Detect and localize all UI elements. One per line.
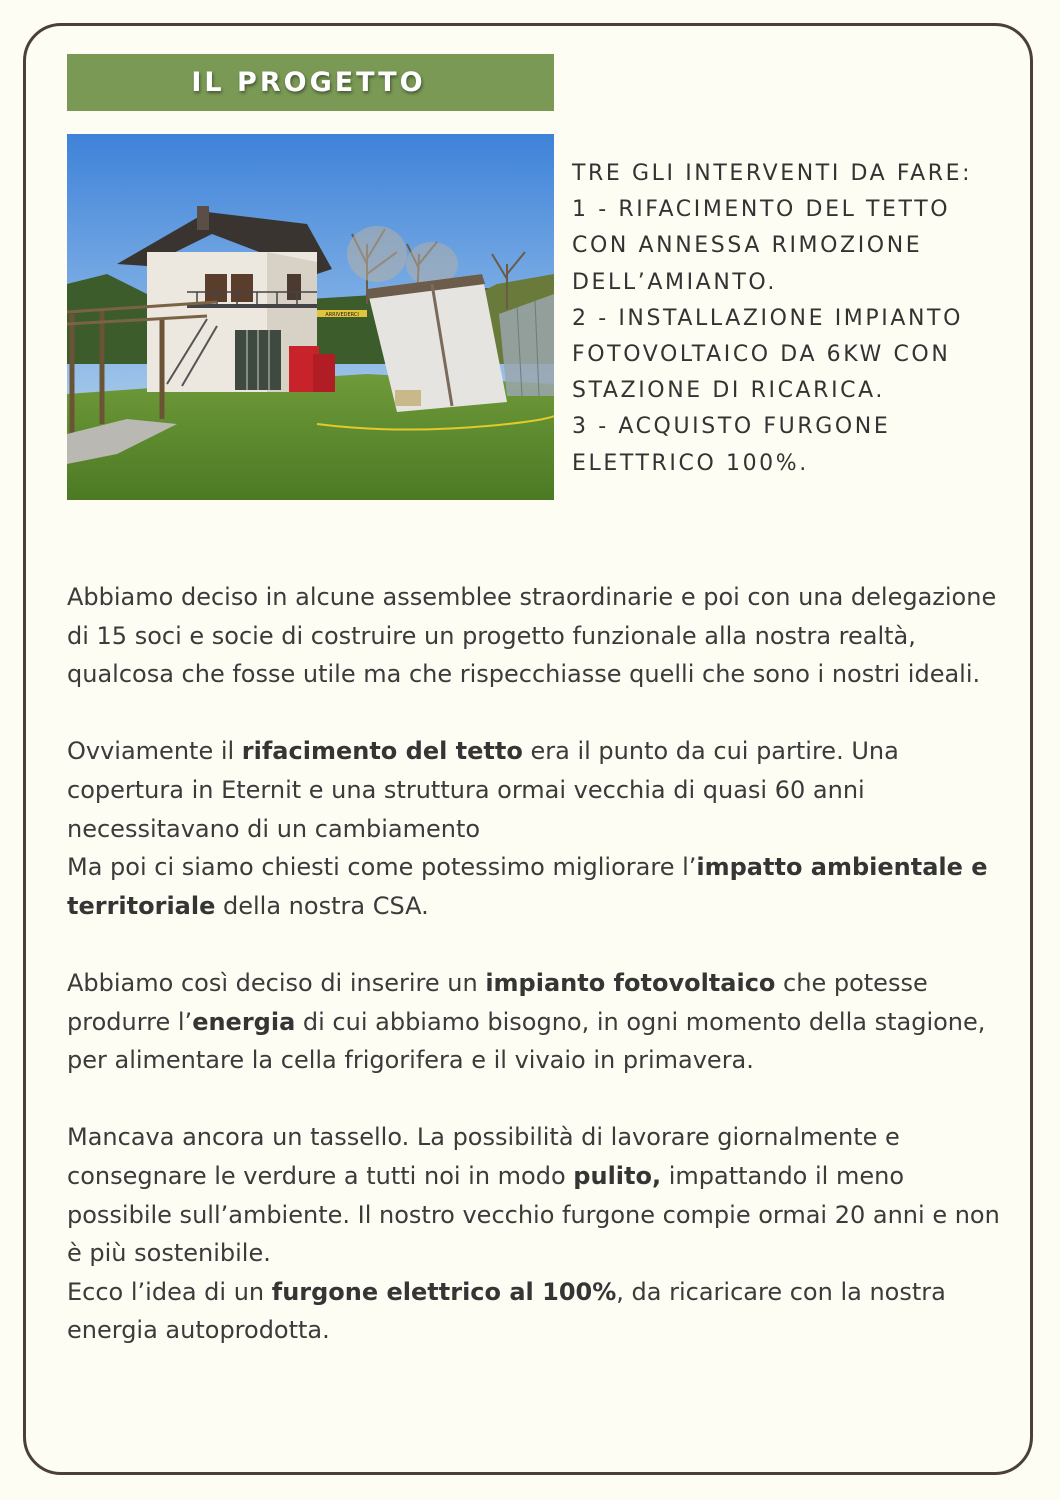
paragraph-text: Ma poi ci siamo chiesti come potessimo migliorare l’: [67, 853, 697, 882]
highlight-impact: impatto ambientale e territoriale: [67, 853, 988, 920]
paragraph-text: di cui abbiamo bisogno, in ogni momento della stagione, per alimentare la cella frigorifera e il vivaio in primavera.: [67, 1007, 986, 1075]
paragraph-text: impattando il meno possibile sull’ambiente. Il nostro vecchio furgone compie ormai 20 anni e non è più sostenibile.: [67, 1161, 1000, 1268]
interventions-line: FOTOVOLTAICO DA 6KW CON: [572, 342, 951, 368]
paragraph-solar: [67, 964, 1007, 1080]
paragraph-roof: [67, 732, 1007, 925]
interventions-line: STAZIONE DI RICARICA.: [572, 378, 885, 404]
highlight-clean: pulito,: [573, 1161, 662, 1190]
paragraph-text: che potesse produrre l’: [67, 968, 928, 1036]
paragraph-text: , da ricaricare con la nostra energia autoprodotta.: [67, 1277, 946, 1345]
sign-label: ARRIVEDERCI: [325, 312, 359, 318]
paragraph-text: Ecco l’idea di un: [67, 1277, 272, 1306]
farmhouse-photo: [67, 134, 554, 500]
interventions-line: TRE GLI INTERVENTI DA FARE:: [572, 161, 973, 186]
interventions-line: DELL’AMIANTO.: [572, 269, 778, 295]
paragraph-text: era il punto da cui partire. Una copertura in Eternit e una struttura ormai vecchia di quasi 60 anni necessitavano di un cambiamento: [67, 737, 899, 843]
interventions-line: 3 - ACQUISTO FURGONE: [572, 414, 891, 440]
interventions-list: [572, 156, 1022, 482]
paragraph-van: [67, 1118, 1007, 1350]
paragraph-text: Abbiamo deciso in alcune assemblee straordinarie e poi con una delegazione di 15 soci e socie di costruire un progetto funzionale alla nostra realtà, qualcosa che fosse utile ma che rispecchiasse quelli che sono i nostri ideali.: [67, 583, 997, 689]
paragraph-text: della nostra CSA.: [215, 891, 429, 920]
interventions-line: CON ANNESSA RIMOZIONE: [572, 233, 923, 259]
interventions-line: 2 - INSTALLAZIONE IMPIANTO: [572, 305, 963, 331]
paragraph-text: Abbiamo così deciso di inserire un: [67, 968, 486, 997]
highlight-roof: rifacimento del tetto: [241, 737, 523, 766]
title-banner: [67, 54, 554, 111]
paragraph-assemblies: [67, 578, 1007, 694]
interventions-line: 1 - RIFACIMENTO DEL TETTO: [572, 197, 951, 223]
highlight-solar: impianto fotovoltaico: [485, 968, 776, 997]
interventions-line: ELETTRICO 100%.: [572, 450, 809, 476]
highlight-van: furgone elettrico al 100%: [271, 1277, 617, 1306]
page-title: IL PROGETTO: [191, 67, 426, 98]
paragraph-text: Ovviamente il: [67, 737, 242, 766]
highlight-energy: energia: [192, 1007, 296, 1036]
body-text: [67, 578, 1007, 1350]
paragraph-text: Mancava ancora un tassello. La possibilità di lavorare giornalmente e consegnare le verdure a tutti noi in modo: [67, 1123, 900, 1190]
